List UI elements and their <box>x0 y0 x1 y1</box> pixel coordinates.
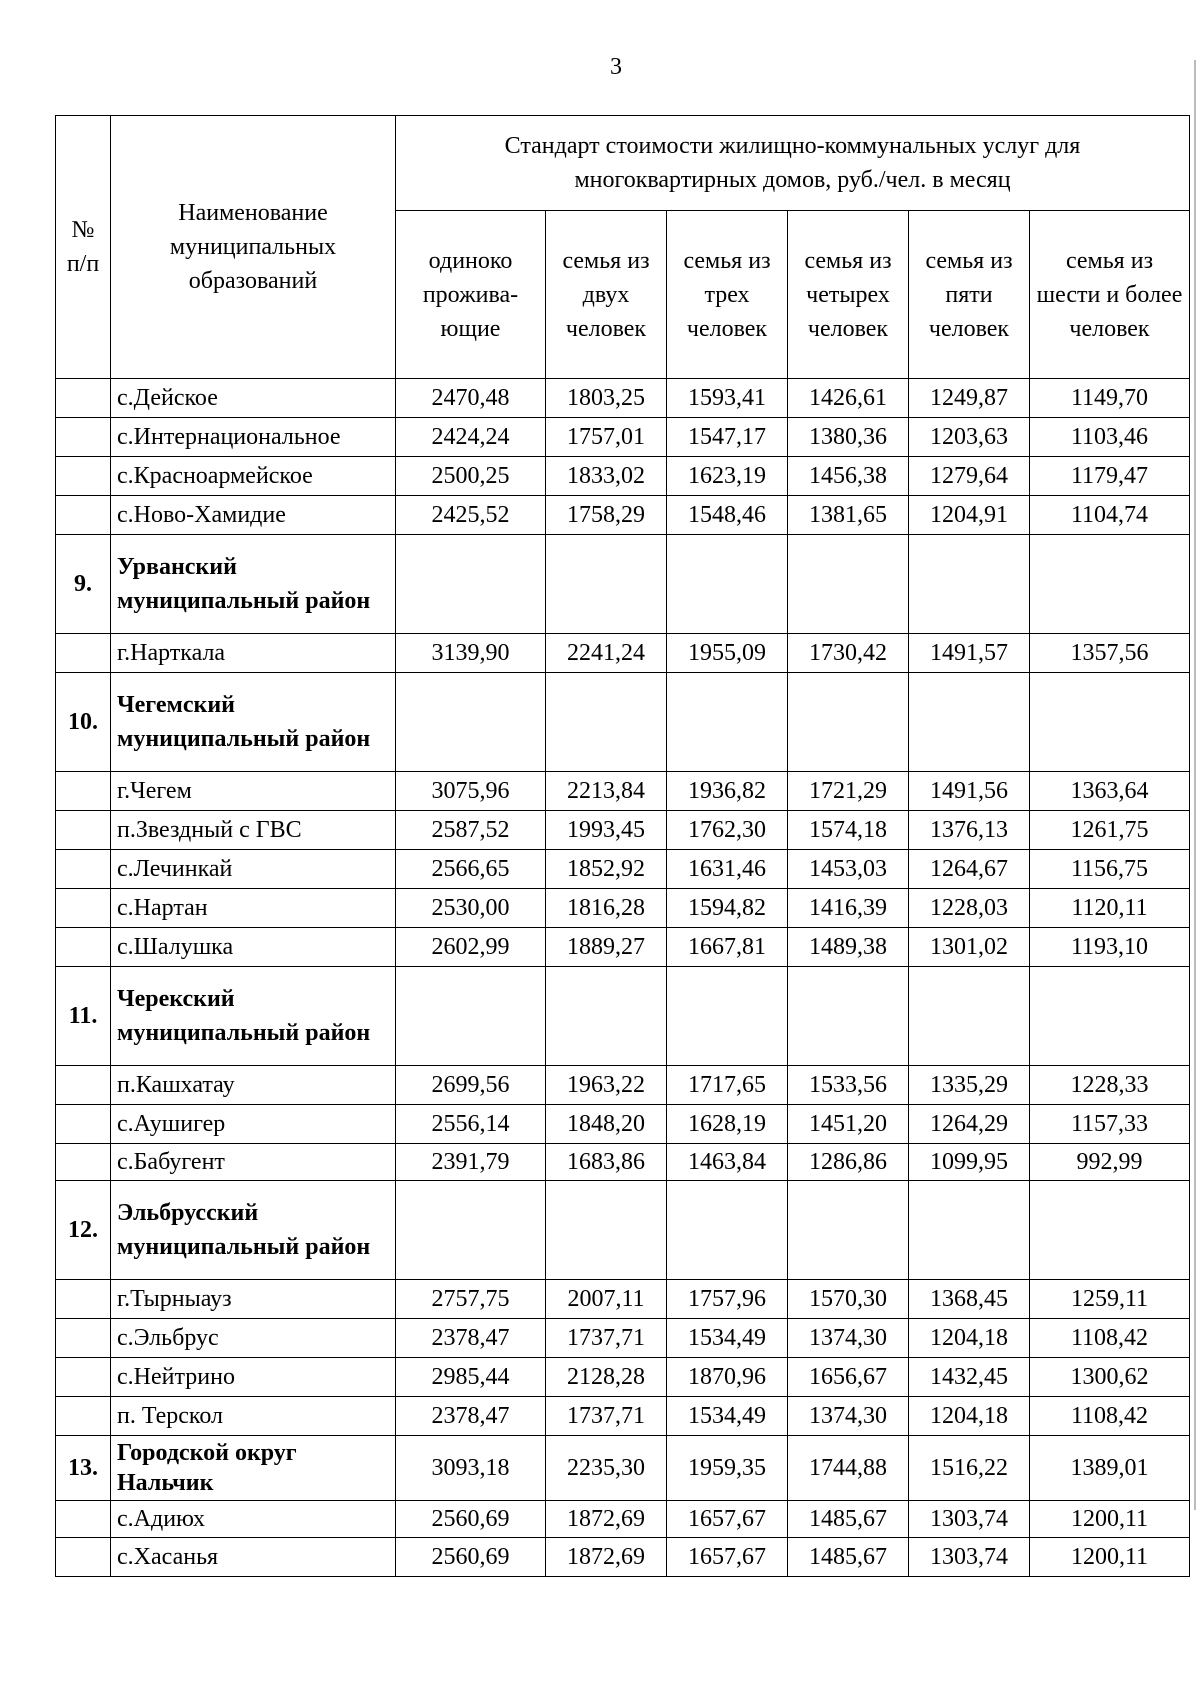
cost-three: 1959,35 <box>667 1436 788 1501</box>
settlement-name: п.Кашхатау <box>111 1066 396 1105</box>
cost-single: 2556,14 <box>396 1105 546 1144</box>
cost-four: 1286,86 <box>788 1144 909 1181</box>
cost-six-plus: 1179,47 <box>1030 457 1190 496</box>
cost-three: 1548,46 <box>667 496 788 535</box>
cost-five: 1516,22 <box>909 1436 1030 1501</box>
cost-six-plus: 1363,64 <box>1030 772 1190 811</box>
cost-three <box>667 1181 788 1280</box>
row-number <box>56 1501 111 1538</box>
cost-three: 1593,41 <box>667 379 788 418</box>
cost-five <box>909 535 1030 634</box>
table-row <box>56 1144 1190 1181</box>
cost-two: 1852,92 <box>546 850 667 889</box>
cost-six-plus: 1193,10 <box>1030 928 1190 967</box>
cost-three: 1534,49 <box>667 1397 788 1436</box>
cost-six-plus: 1120,11 <box>1030 889 1190 928</box>
cost-two: 1758,29 <box>546 496 667 535</box>
cost-four: 1426,61 <box>788 379 909 418</box>
cost-three: 1631,46 <box>667 850 788 889</box>
cost-single: 3075,96 <box>396 772 546 811</box>
table-row <box>56 1538 1190 1577</box>
cost-three: 1657,67 <box>667 1501 788 1538</box>
cost-two: 1803,25 <box>546 379 667 418</box>
cost-single: 2500,25 <box>396 457 546 496</box>
cost-five <box>909 673 1030 772</box>
cost-two: 1757,01 <box>546 418 667 457</box>
cost-single: 2985,44 <box>396 1358 546 1397</box>
settlement-name: с.Аушигер <box>111 1105 396 1144</box>
header-col-two: семья из двух человек <box>546 211 667 379</box>
cost-six-plus: 1261,75 <box>1030 811 1190 850</box>
settlement-name: п.Звездный с ГВС <box>111 811 396 850</box>
cost-five: 1376,13 <box>909 811 1030 850</box>
cost-three: 1623,19 <box>667 457 788 496</box>
cost-single: 2530,00 <box>396 889 546 928</box>
cost-two: 1737,71 <box>546 1319 667 1358</box>
district-row <box>56 535 1190 634</box>
settlement-name: с.Лечинкай <box>111 850 396 889</box>
cost-five: 1279,64 <box>909 457 1030 496</box>
row-number <box>56 850 111 889</box>
header-col-six-plus: семья из шести и более человек <box>1030 211 1190 379</box>
cost-two: 1737,71 <box>546 1397 667 1436</box>
cost-single: 2391,79 <box>396 1144 546 1181</box>
header-number: № п/п <box>56 116 111 379</box>
settlement-name: п. Терскол <box>111 1397 396 1436</box>
cost-four: 1416,39 <box>788 889 909 928</box>
settlement-name: с.Нейтрино <box>111 1358 396 1397</box>
cost-four: 1374,30 <box>788 1397 909 1436</box>
cost-two: 1872,69 <box>546 1501 667 1538</box>
cost-single: 3139,90 <box>396 634 546 673</box>
cost-single: 2699,56 <box>396 1066 546 1105</box>
cost-three: 1955,09 <box>667 634 788 673</box>
cost-six-plus: 1108,42 <box>1030 1319 1190 1358</box>
cost-five: 1491,57 <box>909 634 1030 673</box>
cost-four <box>788 1181 909 1280</box>
settlement-name: с.Адиюх <box>111 1501 396 1538</box>
cost-two <box>546 673 667 772</box>
table-row <box>56 1105 1190 1144</box>
row-number <box>56 457 111 496</box>
cost-five: 1204,18 <box>909 1319 1030 1358</box>
cost-four: 1374,30 <box>788 1319 909 1358</box>
header-col-single: одиноко прожива-ющие <box>396 211 546 379</box>
cost-five: 1099,95 <box>909 1144 1030 1181</box>
cost-three: 1870,96 <box>667 1358 788 1397</box>
cost-single: 2602,99 <box>396 928 546 967</box>
settlement-name: с.Бабугент <box>111 1144 396 1181</box>
cost-single: 2470,48 <box>396 379 546 418</box>
table-row <box>56 811 1190 850</box>
table-row <box>56 418 1190 457</box>
cost-four: 1456,38 <box>788 457 909 496</box>
cost-four: 1721,29 <box>788 772 909 811</box>
table-body <box>56 379 1190 1577</box>
cost-two: 1889,27 <box>546 928 667 967</box>
district-name: Черекский муниципальный район <box>111 967 396 1066</box>
settlement-name: г.Чегем <box>111 772 396 811</box>
table-row <box>56 1501 1190 1538</box>
cost-single <box>396 535 546 634</box>
cost-three: 1534,49 <box>667 1319 788 1358</box>
row-number <box>56 1319 111 1358</box>
row-number: 12. <box>56 1181 111 1280</box>
cost-two: 1872,69 <box>546 1538 667 1577</box>
header-municipality: Наименование муниципальных образований <box>111 116 396 379</box>
header-col-three: семья из трех человек <box>667 211 788 379</box>
cost-two: 2128,28 <box>546 1358 667 1397</box>
cost-four: 1485,67 <box>788 1538 909 1577</box>
cost-two: 2235,30 <box>546 1436 667 1501</box>
cost-three <box>667 673 788 772</box>
housing-cost-table <box>55 115 1190 1577</box>
cost-single <box>396 673 546 772</box>
row-number <box>56 1066 111 1105</box>
cost-three: 1717,65 <box>667 1066 788 1105</box>
row-number <box>56 1538 111 1577</box>
cost-four: 1574,18 <box>788 811 909 850</box>
cost-six-plus: 1357,56 <box>1030 634 1190 673</box>
cost-single <box>396 967 546 1066</box>
cost-five: 1432,45 <box>909 1358 1030 1397</box>
cost-five: 1264,29 <box>909 1105 1030 1144</box>
settlement-name: с.Эльбрус <box>111 1319 396 1358</box>
cost-four: 1453,03 <box>788 850 909 889</box>
cost-five <box>909 967 1030 1066</box>
settlement-name: Городской округ Нальчик <box>111 1436 396 1501</box>
cost-three: 1594,82 <box>667 889 788 928</box>
row-number <box>56 418 111 457</box>
cost-four: 1656,67 <box>788 1358 909 1397</box>
cost-three: 1547,17 <box>667 418 788 457</box>
cost-four: 1533,56 <box>788 1066 909 1105</box>
district-row <box>56 673 1190 772</box>
cost-three: 1757,96 <box>667 1280 788 1319</box>
table-row <box>56 1358 1190 1397</box>
header-col-four: семья из четырех человек <box>788 211 909 379</box>
page-number: 3 <box>610 54 622 80</box>
cost-four: 1380,36 <box>788 418 909 457</box>
row-number <box>56 1358 111 1397</box>
cost-single <box>396 1181 546 1280</box>
settlement-name: с.Ново-Хамидие <box>111 496 396 535</box>
cost-six-plus: 1228,33 <box>1030 1066 1190 1105</box>
row-number: 9. <box>56 535 111 634</box>
cost-single: 2566,65 <box>396 850 546 889</box>
district-name: Эльбрусский муниципальный район <box>111 1181 396 1280</box>
district-row <box>56 967 1190 1066</box>
cost-two <box>546 535 667 634</box>
table-row <box>56 496 1190 535</box>
cost-five: 1368,45 <box>909 1280 1030 1319</box>
cost-five: 1491,56 <box>909 772 1030 811</box>
table-row <box>56 1397 1190 1436</box>
cost-five: 1249,87 <box>909 379 1030 418</box>
cost-two: 1833,02 <box>546 457 667 496</box>
row-number: 10. <box>56 673 111 772</box>
cost-single: 3093,18 <box>396 1436 546 1501</box>
cost-six-plus: 1259,11 <box>1030 1280 1190 1319</box>
header-col-five: семья из пяти человек <box>909 211 1030 379</box>
cost-five: 1303,74 <box>909 1538 1030 1577</box>
settlement-name: с.Шалушка <box>111 928 396 967</box>
row-number <box>56 1280 111 1319</box>
header-cost-standard: Стандарт стоимости жилищно-коммунальных услуг для многоквартирных домов, руб./чел. в месяц <box>396 116 1190 211</box>
cost-six-plus: 1156,75 <box>1030 850 1190 889</box>
cost-four: 1570,30 <box>788 1280 909 1319</box>
cost-five: 1204,91 <box>909 496 1030 535</box>
cost-four: 1744,88 <box>788 1436 909 1501</box>
row-number <box>56 1144 111 1181</box>
cost-six-plus: 1104,74 <box>1030 496 1190 535</box>
cost-single: 2757,75 <box>396 1280 546 1319</box>
cost-six-plus: 1200,11 <box>1030 1501 1190 1538</box>
table-row <box>56 1436 1190 1501</box>
cost-five: 1228,03 <box>909 889 1030 928</box>
cost-four: 1730,42 <box>788 634 909 673</box>
cost-three: 1628,19 <box>667 1105 788 1144</box>
row-number: 11. <box>56 967 111 1066</box>
cost-four: 1381,65 <box>788 496 909 535</box>
row-number <box>56 1105 111 1144</box>
cost-single: 2425,52 <box>396 496 546 535</box>
table-row <box>56 1280 1190 1319</box>
cost-six-plus <box>1030 535 1190 634</box>
cost-single: 2378,47 <box>396 1397 546 1436</box>
cost-single: 2560,69 <box>396 1501 546 1538</box>
cost-two: 2007,11 <box>546 1280 667 1319</box>
cost-six-plus: 1108,42 <box>1030 1397 1190 1436</box>
row-number <box>56 379 111 418</box>
district-name: Чегемский муниципальный район <box>111 673 396 772</box>
cost-six-plus <box>1030 1181 1190 1280</box>
row-number <box>56 928 111 967</box>
cost-two: 2241,24 <box>546 634 667 673</box>
cost-five <box>909 1181 1030 1280</box>
district-row <box>56 1181 1190 1280</box>
cost-single: 2424,24 <box>396 418 546 457</box>
cost-two: 2213,84 <box>546 772 667 811</box>
table-row <box>56 634 1190 673</box>
settlement-name: г.Нарткала <box>111 634 396 673</box>
table-row <box>56 457 1190 496</box>
cost-four <box>788 535 909 634</box>
settlement-name: с.Интернациональное <box>111 418 396 457</box>
table-row <box>56 772 1190 811</box>
cost-four <box>788 967 909 1066</box>
cost-two: 1683,86 <box>546 1144 667 1181</box>
cost-two: 1848,20 <box>546 1105 667 1144</box>
cost-six-plus: 1389,01 <box>1030 1436 1190 1501</box>
row-number <box>56 634 111 673</box>
table-row <box>56 928 1190 967</box>
cost-three: 1463,84 <box>667 1144 788 1181</box>
cost-five: 1264,67 <box>909 850 1030 889</box>
table-row <box>56 850 1190 889</box>
cost-two: 1963,22 <box>546 1066 667 1105</box>
cost-five: 1303,74 <box>909 1501 1030 1538</box>
settlement-name: г.Тырныауз <box>111 1280 396 1319</box>
row-number <box>56 811 111 850</box>
cost-four <box>788 673 909 772</box>
table-row <box>56 1319 1190 1358</box>
cost-three: 1657,67 <box>667 1538 788 1577</box>
row-number: 13. <box>56 1436 111 1501</box>
cost-five: 1335,29 <box>909 1066 1030 1105</box>
table-row <box>56 1066 1190 1105</box>
settlement-name: с.Дейское <box>111 379 396 418</box>
cost-three: 1667,81 <box>667 928 788 967</box>
cost-six-plus: 992,99 <box>1030 1144 1190 1181</box>
cost-six-plus: 1149,70 <box>1030 379 1190 418</box>
settlement-name: с.Нартан <box>111 889 396 928</box>
cost-six-plus: 1157,33 <box>1030 1105 1190 1144</box>
scan-edge-line <box>1194 60 1196 1510</box>
cost-two <box>546 1181 667 1280</box>
cost-five: 1301,02 <box>909 928 1030 967</box>
row-number <box>56 496 111 535</box>
cost-single: 2587,52 <box>396 811 546 850</box>
cost-three: 1936,82 <box>667 772 788 811</box>
cost-five: 1203,63 <box>909 418 1030 457</box>
cost-six-plus: 1200,11 <box>1030 1538 1190 1577</box>
cost-six-plus <box>1030 673 1190 772</box>
cost-single: 2378,47 <box>396 1319 546 1358</box>
settlement-name: с.Красноармейское <box>111 457 396 496</box>
cost-four: 1451,20 <box>788 1105 909 1144</box>
district-name: Урванский муниципальный район <box>111 535 396 634</box>
cost-three <box>667 967 788 1066</box>
row-number <box>56 889 111 928</box>
cost-two: 1993,45 <box>546 811 667 850</box>
cost-four: 1485,67 <box>788 1501 909 1538</box>
settlement-name: с.Хасанья <box>111 1538 396 1577</box>
table-row <box>56 379 1190 418</box>
cost-six-plus: 1300,62 <box>1030 1358 1190 1397</box>
cost-two <box>546 967 667 1066</box>
cost-three <box>667 535 788 634</box>
table-header <box>56 116 1190 379</box>
cost-single: 2560,69 <box>396 1538 546 1577</box>
cost-six-plus <box>1030 967 1190 1066</box>
cost-six-plus: 1103,46 <box>1030 418 1190 457</box>
cost-three: 1762,30 <box>667 811 788 850</box>
cost-four: 1489,38 <box>788 928 909 967</box>
cost-two: 1816,28 <box>546 889 667 928</box>
cost-five: 1204,18 <box>909 1397 1030 1436</box>
row-number <box>56 1397 111 1436</box>
table-row <box>56 889 1190 928</box>
row-number <box>56 772 111 811</box>
